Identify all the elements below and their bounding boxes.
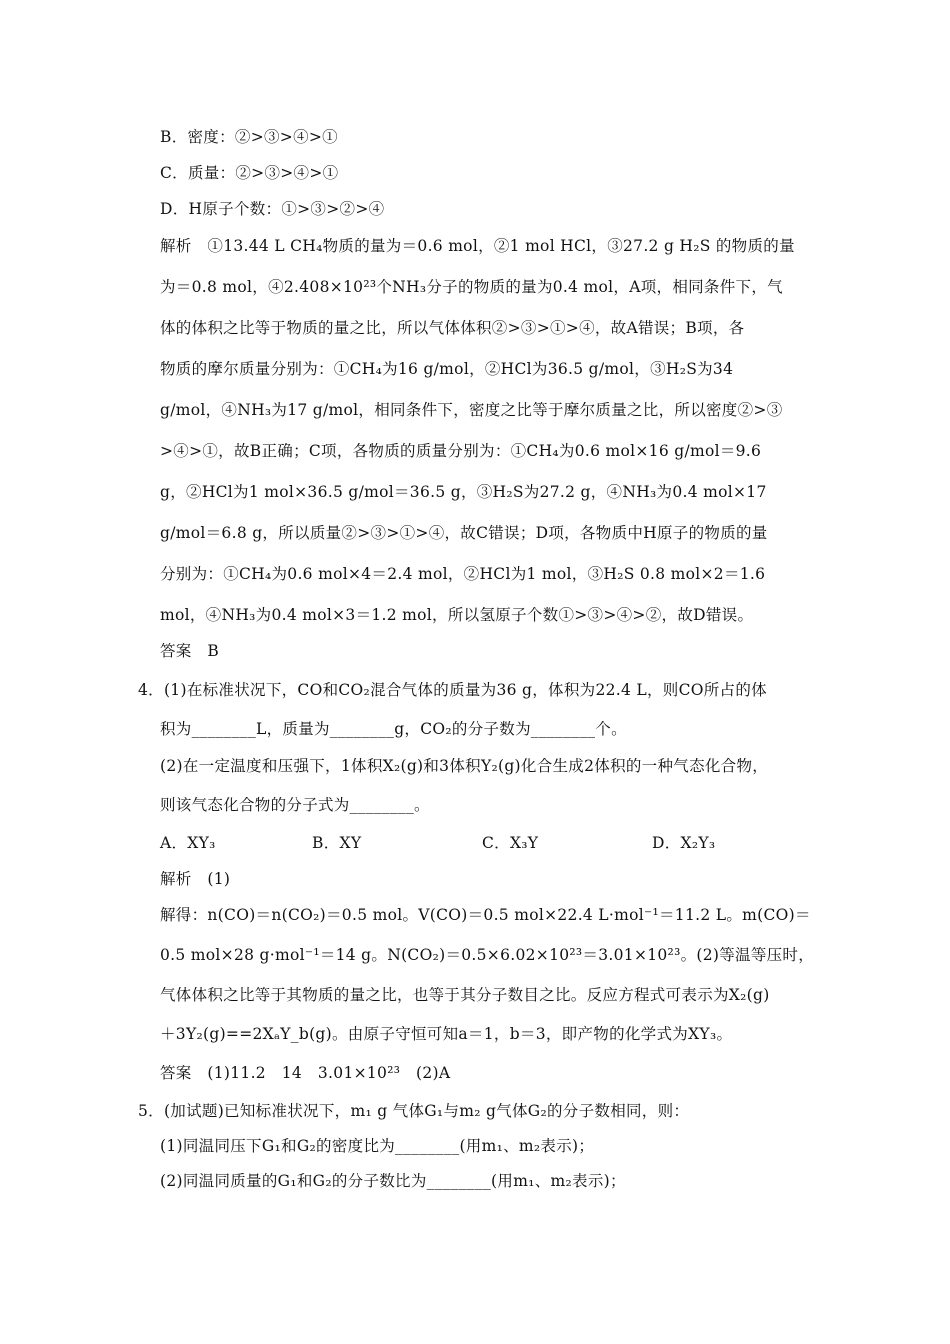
analysis-line: g，②HCl为1 mol×36.5 g/mol＝36.5 g，③H₂S为27.2 g，④NH₃为0.4 mol×17 <box>160 483 767 501</box>
question-5-line: (1)同温同压下G₁和G₂的密度比为________(用m₁、m₂表示)； <box>160 1137 595 1155</box>
question-4-line: 积为________L，质量为________g，CO₂的分子数为________个。 <box>160 720 627 738</box>
analysis-line: 解得：n(CO)＝n(CO₂)＝0.5 mol。V(CO)＝0.5 mol×22.4 L·mol⁻¹＝11.2 L。m(CO)＝ <box>160 906 811 924</box>
choice-c: C．X₃Y <box>482 834 539 852</box>
analysis-line: ＋3Y₂(g)==2XₐY_b(g)。由原子守恒可知a＝1，b＝3，即产物的化学式为XY₃。 <box>160 1025 733 1043</box>
question-5-line: 5．(加试题)已知标准状况下，m₁ g 气体G₁与m₂ g气体G₂的分子数相同，则： <box>138 1102 690 1120</box>
analysis-line: 为＝0.8 mol，④2.408×10²³个NH₃分子的物质的量为0.4 mol，A项，相同条件下，气 <box>160 278 783 296</box>
analysis-line: g/mol＝6.8 g，所以质量②>③>①>④，故C错误；D项，各物质中H原子的物质的量 <box>160 524 768 542</box>
analysis-heading: 解析 (1) <box>160 870 231 888</box>
choice-d: D．X₂Y₃ <box>652 834 716 852</box>
analysis-line: 气体体积之比等于其物质的量之比，也等于其分子数目之比。反应方程式可表示为X₂(g) <box>160 986 770 1004</box>
answer-line: 答案 B <box>160 642 220 660</box>
option-c: C．质量：②>③>④>① <box>160 164 339 182</box>
question-4-line: 则该气态化合物的分子式为________。 <box>160 796 430 814</box>
analysis-line: >④>①，故B正确；C项，各物质的质量分别为：①CH₄为0.6 mol×16 g/mol＝9.6 <box>160 442 762 460</box>
option-d: D．H原子个数：①>③>②>④ <box>160 200 385 218</box>
choice-b: B．XY <box>312 834 362 852</box>
analysis-line: 0.5 mol×28 g·mol⁻¹＝14 g。N(CO₂)＝0.5×6.02×10²³＝3.01×10²³。(2)等温等压时， <box>160 946 815 964</box>
answer-line: 答案 (1)11.2 14 3.01×10²³ (2)A <box>160 1064 451 1082</box>
analysis-line: g/mol，④NH₃为17 g/mol，相同条件下，密度之比等于摩尔质量之比，所以密度②>③ <box>160 401 783 419</box>
question-4-line: 4．(1)在标准状况下，CO和CO₂混合气体的质量为36 g，体积为22.4 L，则CO所占的体 <box>138 681 767 699</box>
option-b: B．密度：②>③>④>① <box>160 128 338 146</box>
choice-a: A．XY₃ <box>160 834 216 852</box>
analysis-line: 分别为：①CH₄为0.6 mol×4＝2.4 mol，②HCl为1 mol，③H₂S 0.8 mol×2＝1.6 <box>160 565 766 583</box>
question-5-line: (2)同温同质量的G₁和G₂的分子数比为________(用m₁、m₂表示)； <box>160 1172 626 1190</box>
analysis-line: 解析 ①13.44 L CH₄物质的量为＝0.6 mol，②1 mol HCl，③27.2 g H₂S 的物质的量 <box>160 237 795 255</box>
analysis-line: 物质的摩尔质量分别为：①CH₄为16 g/mol，②HCl为36.5 g/mol，③H₂S为34 <box>160 360 734 378</box>
analysis-line: 体的体积之比等于物质的量之比，所以气体体积②>③>①>④，故A错误；B项，各 <box>160 319 745 337</box>
analysis-line: mol，④NH₃为0.4 mol×3＝1.2 mol，所以氢原子个数①>③>④>②，故D错误。 <box>160 606 754 624</box>
question-4-line: (2)在一定温度和压强下，1体积X₂(g)和3体积Y₂(g)化合生成2体积的一种气态化合物， <box>160 757 769 775</box>
